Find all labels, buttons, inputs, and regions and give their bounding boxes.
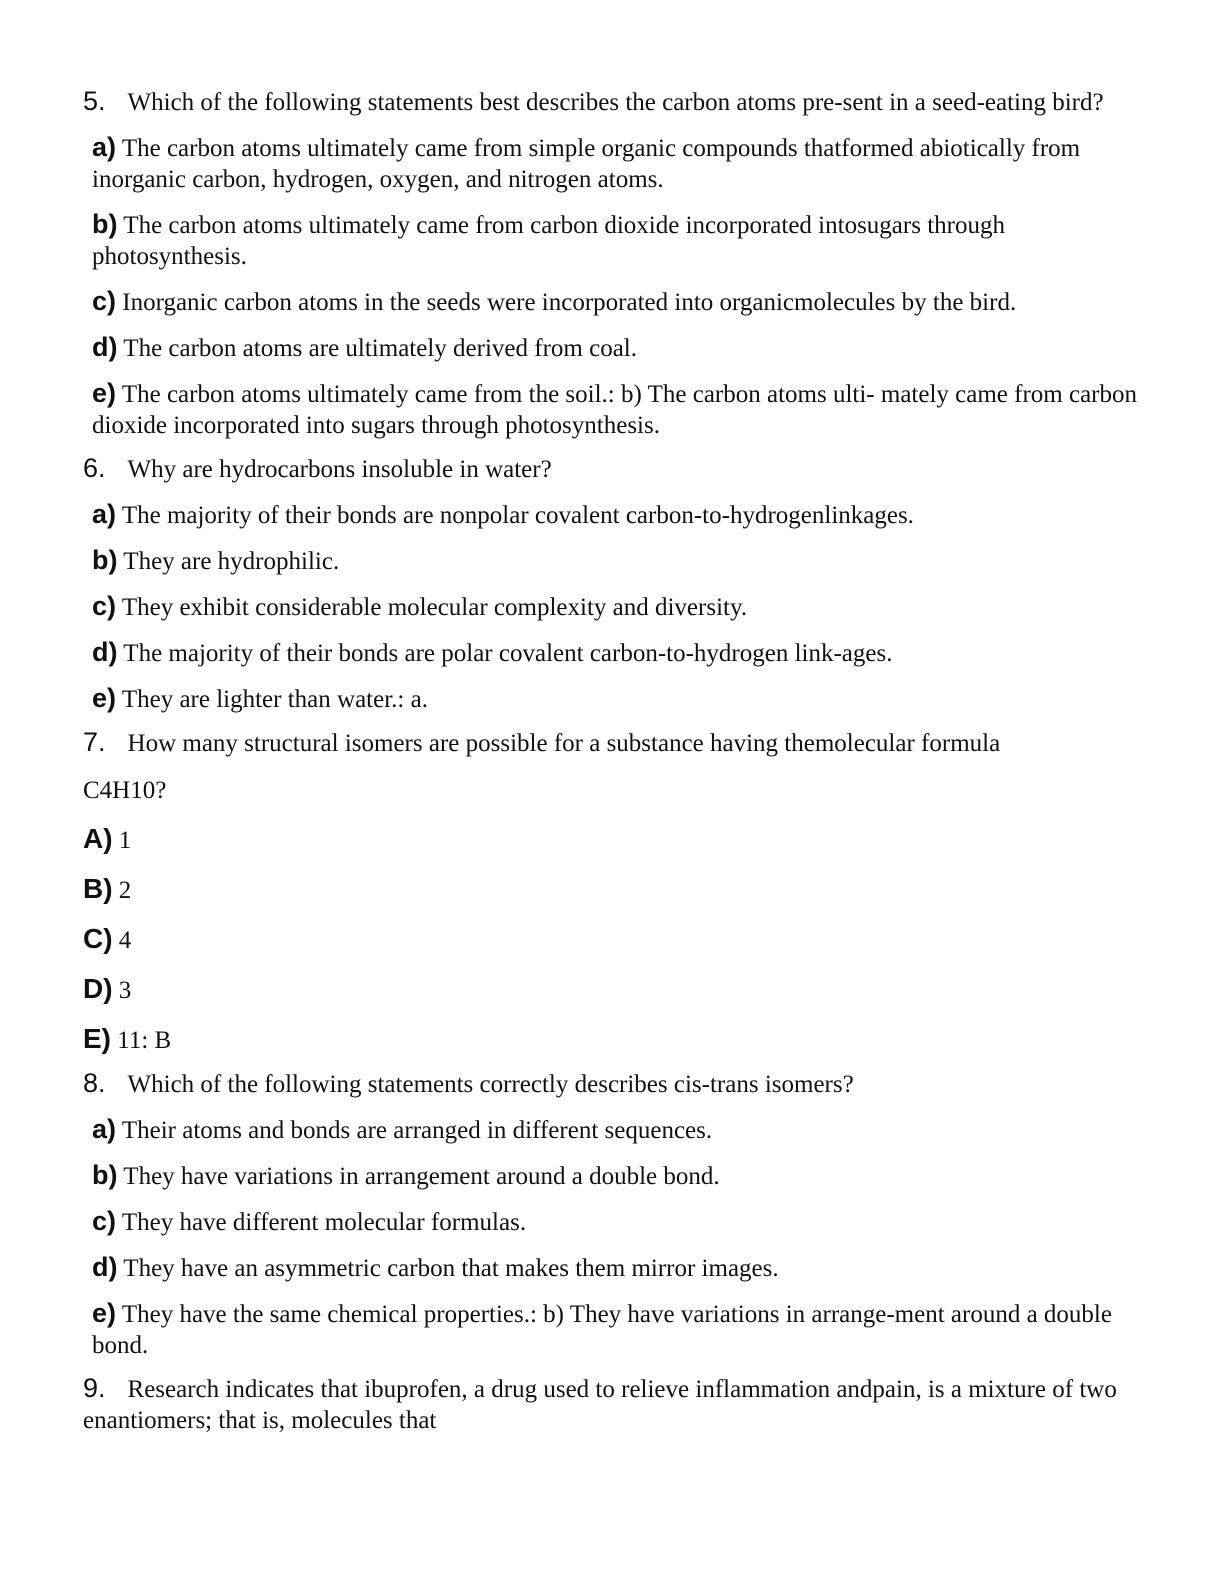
option-label: c) [92,591,117,621]
option-label: b) [92,1160,118,1190]
option-text: 3 [118,977,132,1004]
option-5d [83,332,1143,364]
question-text: How many structural isomers are possible for a substance having themolecular formula [127,730,1001,757]
option-text: They have different molecular formulas. [121,1209,527,1236]
option-text: They have variations in arrangement around a double bond. [123,1163,720,1190]
option-8c [83,1206,1143,1238]
option-label: a) [92,1114,117,1144]
option-text: The carbon atoms ultimately came from simple organic compounds thatformed abiotically from inorganic carbon, hydrogen, oxygen, and nitrogen atoms. [92,135,1081,193]
option-label: e) [92,378,117,408]
option-text: 4 [118,927,132,954]
option-5b [83,209,1143,272]
option-label: e) [92,683,117,713]
option-label: c) [92,1206,117,1236]
option-text: The majority of their bonds are nonpolar covalent carbon-to-hydrogenlinkages. [121,502,914,529]
option-text: Their atoms and bonds are arranged in different sequences. [121,1117,713,1144]
option-label: E) [83,1023,111,1054]
option-text: They have an asymmetric carbon that makes them mirror images. [123,1255,779,1282]
option-label: B) [83,873,113,904]
option-label: C) [83,923,113,954]
question-number: 7. [83,727,106,757]
question-text-line2: C4H10? [83,777,167,804]
option-7c [83,923,1143,956]
option-text: The carbon atoms ultimately came from the soil.: b) The carbon atoms ulti- mately came from carbon dioxide incorporated into sugars through photosynthesis. [92,381,1138,439]
option-6d [83,637,1143,669]
option-label: D) [83,973,113,1004]
question-number: 8. [83,1068,106,1098]
option-6a [83,499,1143,531]
option-label: c) [92,286,117,316]
option-6b [83,545,1143,577]
option-label: d) [92,332,118,362]
option-7d [83,973,1143,1006]
option-text: The majority of their bonds are polar covalent carbon-to-hydrogen link-ages. [123,640,893,667]
option-text: They have the same chemical properties.: b) They have variations in arrange-ment around a double bond. [92,1301,1112,1359]
option-6e [83,683,1143,715]
option-5c [83,286,1143,318]
option-8a [83,1114,1143,1146]
option-text: The carbon atoms are ultimately derived from coal. [123,335,637,362]
question-number: 9. [83,1373,106,1403]
question-number: 6. [83,453,106,483]
option-8d [83,1252,1143,1284]
option-7e [83,1023,1143,1056]
option-text: They exhibit considerable molecular complexity and diversity. [121,594,748,621]
option-text: 11: B [117,1027,172,1054]
option-5a [83,132,1143,195]
option-label: A) [83,823,113,854]
option-label: b) [92,545,118,575]
option-label: a) [92,499,117,529]
option-8e [83,1298,1143,1361]
question-9 [83,1373,1143,1436]
option-label: d) [92,637,118,667]
option-text: 2 [118,877,132,904]
option-5e [83,378,1143,441]
question-text: Which of the following statements best describes the carbon atoms pre-sent in a seed-eating bird? [127,89,1104,116]
option-label: d) [92,1252,118,1282]
question-6 [83,453,1143,485]
option-text: The carbon atoms ultimately came from carbon dioxide incorporated intosugars through photosynthesis. [92,212,1005,270]
option-text: They are lighter than water.: a. [121,686,428,713]
option-label: b) [92,209,118,239]
question-7 [83,727,1143,806]
option-6c [83,591,1143,623]
document-page [83,86,1143,1436]
question-text: Why are hydrocarbons insoluble in water? [127,456,552,483]
question-5 [83,86,1143,118]
option-text: Inorganic carbon atoms in the seeds were incorporated into organicmolecules by the bird. [122,289,1017,316]
option-text: 1 [118,827,132,854]
question-number: 5. [83,86,106,116]
option-8b [83,1160,1143,1192]
option-7a [83,823,1143,856]
option-text: They are hydrophilic. [123,548,340,575]
option-label: e) [92,1298,117,1328]
question-8 [83,1068,1143,1100]
option-label: a) [92,132,117,162]
option-7b [83,873,1143,906]
question-text: Research indicates that ibuprofen, a drug used to relieve inflammation andpain, is a mixture of two enantiomers; that is, molecules that [83,1376,1117,1434]
question-text: Which of the following statements correctly describes cis-trans isomers? [127,1071,854,1098]
